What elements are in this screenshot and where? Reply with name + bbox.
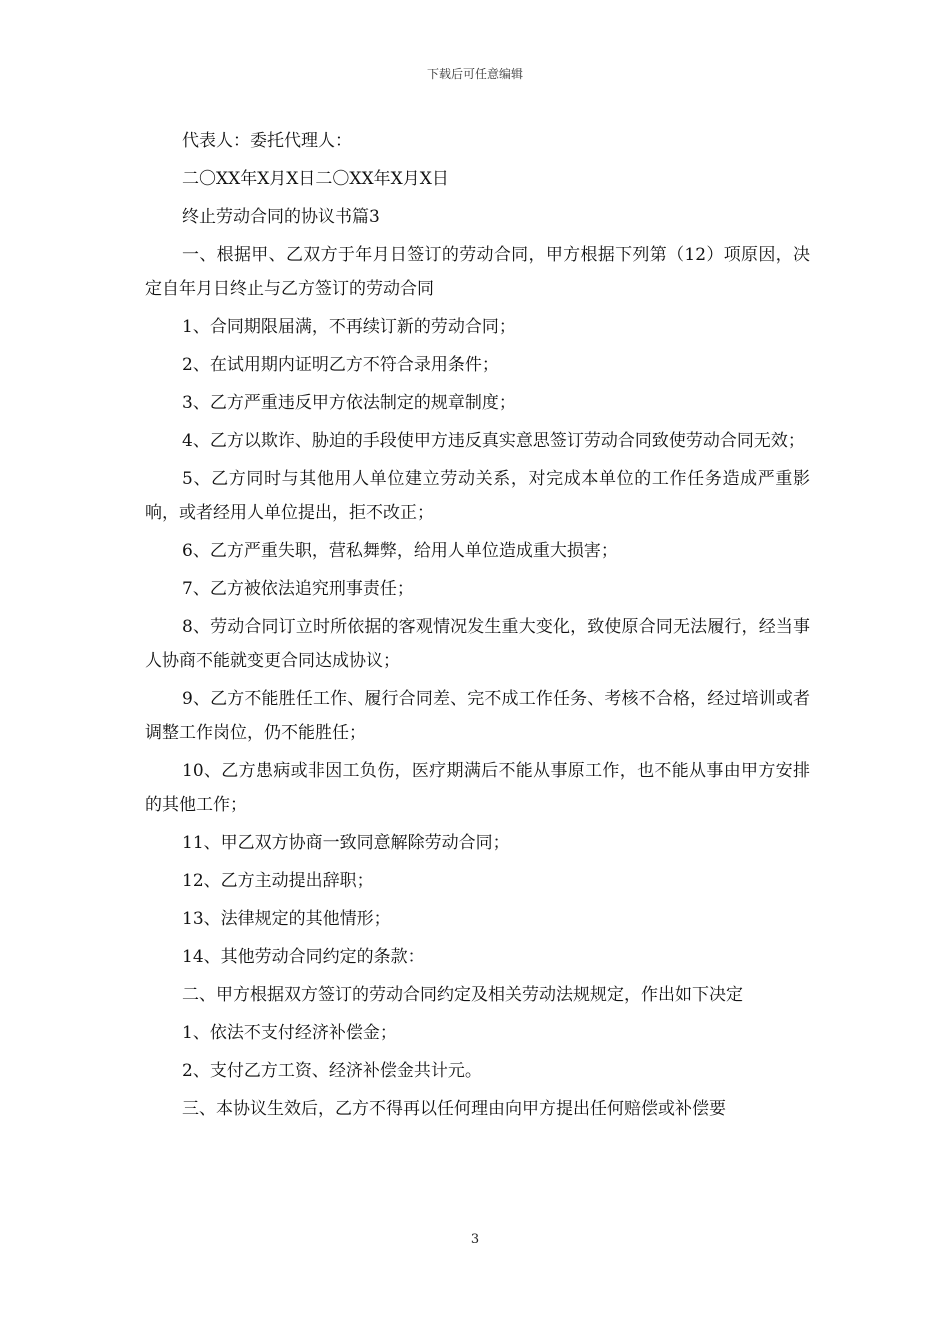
list-item: 12、乙方主动提出辞职； <box>182 871 374 891</box>
list-item: 9、乙方不能胜任工作、履行合同差、完不成工作任务、考核不合格，经过培训或者调整工作岗位，仍不能胜任； <box>145 689 810 743</box>
paragraph-representative: 代表人：委托代理人： <box>182 131 352 151</box>
list-item: 7、乙方被依法追究刑事责任； <box>182 579 414 599</box>
list-item: 13、法律规定的其他情形； <box>182 909 391 929</box>
list-item: 6、乙方严重失职，营私舞弊，给用人单位造成重大损害； <box>182 541 618 561</box>
list-item: 8、劳动合同订立时所依据的客观情况发生重大变化，致使原合同无法履行，经当事人协商不能就变更合同达成协议； <box>145 617 810 671</box>
list-item: 4、乙方以欺诈、胁迫的手段使甲方违反真实意思签订劳动合同致使劳动合同无效； <box>182 431 805 451</box>
list-item: 1、依法不支付经济补偿金； <box>182 1023 397 1043</box>
section-title: 终止劳动合同的协议书篇3 <box>182 207 380 227</box>
paragraph-date: 二〇XX年X月X日二〇XX年X月X日 <box>182 169 449 189</box>
page-number: 3 <box>470 1232 480 1247</box>
clause-two: 二、甲方根据双方签订的劳动合同约定及相关劳动法规规定，作出如下决定 <box>182 985 743 1005</box>
list-item: 14、其他劳动合同约定的条款： <box>182 947 425 967</box>
document-body <box>145 124 810 1130</box>
list-item: 2、在试用期内证明乙方不符合录用条件； <box>182 355 499 375</box>
clause-one: 一、根据甲、乙双方于年月日签订的劳动合同，甲方根据下列第（12）项原因，决定自年月日终止与乙方签订的劳动合同 <box>145 245 810 299</box>
list-item: 1、合同期限届满，不再续订新的劳动合同； <box>182 317 516 337</box>
list-item: 5、乙方同时与其他用人单位建立劳动关系，对完成本单位的工作任务造成严重影响，或者经用人单位提出，拒不改正； <box>145 469 810 523</box>
list-item: 2、支付乙方工资、经济补偿金共计元。 <box>182 1061 482 1081</box>
list-item: 11、甲乙双方协商一致同意解除劳动合同； <box>182 833 510 853</box>
list-item: 10、乙方患病或非因工负伤，医疗期满后不能从事原工作，也不能从事由甲方安排的其他工作； <box>145 761 810 815</box>
list-item: 3、乙方严重违反甲方依法制定的规章制度； <box>182 393 516 413</box>
clause-three: 三、本协议生效后，乙方不得再以任何理由向甲方提出任何赔偿或补偿要 <box>182 1099 726 1119</box>
page-header: 下载后可任意编辑 <box>426 67 523 81</box>
